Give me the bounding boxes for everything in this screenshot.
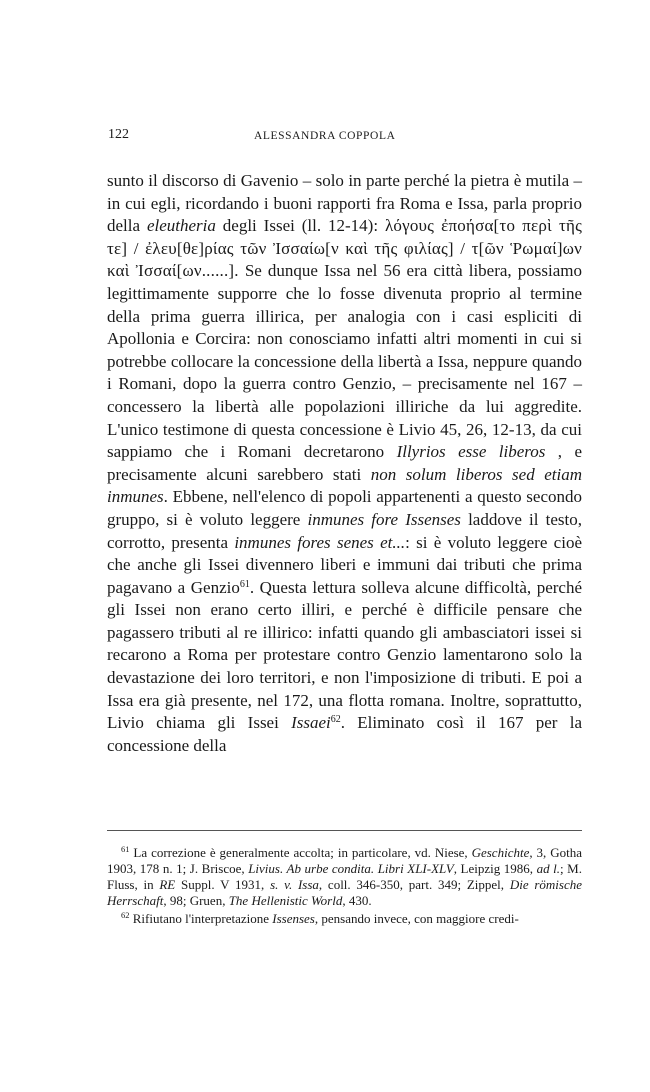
text-segment: Se dunque Issa nel 56 era città libera, possiamo legittimamente supporre che lo fosse divenuta proprio al termine della prima guerra illirica, per analogia con i casi espliciti di Apollonia e Corcira: non conosciamo infatti altri momenti in cui si potrebbe collocare la concessione della libertà a Issa, neppure quando i Romani, dopo la guerra contro Genzio, – precisamente nel 167 – concessero la libertà alle popolazioni illiriche da lui aggredite. L'unico testimone di questa concessione è Livio 45, 26, 12-13, da cui sappiamo che i Romani decretarono [107, 261, 583, 462]
main-paragraph [107, 170, 582, 757]
latin-quote: Illyrios esse liberos [396, 442, 546, 462]
text-segment: degli Issei (ll. 12-14): [215, 216, 385, 236]
footnote-ref-62[interactable]: 62 [330, 714, 341, 726]
text-segment: . Questa lettura solleva alcune difficoltà, perché gli Issei non erano certo illiri, e perché è difficile pensare che pagassero tributi al re illirico: infatti quando gli ambasciatori issei si recarono a Roma per protestare contro Genzio lamentarono solo la devastazione dei loro territori, e non l'imposizione di tributi. E poi a Issa era già presente, nel 172, una flotta romana. Inoltre, soprattutto, Livio chiama gli Issei [107, 577, 582, 733]
text-segment: laddove il testo, corrotto, presenta [107, 509, 582, 552]
page-number: 122 [108, 127, 129, 142]
citation-term: Issenses [272, 911, 315, 926]
text-segment: : si è voluto leggere cioè che anche gli Issei divennero liberi e immuni dai tributi che prima pagavano a Genzio [107, 532, 582, 597]
citation-title: RE [159, 877, 176, 892]
citation-title: Die römische Herrschaft [107, 877, 583, 908]
citation-abbrev: ad l. [536, 861, 561, 876]
latin-quote: non solum liberos sed etiam inmunes [107, 464, 582, 507]
latin-quote: Issaei [291, 713, 331, 733]
italic-term: eleutheria [146, 216, 216, 236]
body-text [107, 170, 582, 757]
text-segment: , Leipzig 1986, [453, 861, 537, 876]
text-segment: . Ebbene, nell'elenco di popoli appartenenti a questo secondo gruppo, si è voluto leggere [107, 487, 582, 529]
footnote-62 [107, 911, 582, 927]
footnote-61 [107, 845, 582, 909]
text-segment: , coll. 346-350, part. 349; Zippel, [318, 877, 510, 892]
footnotes [107, 845, 582, 929]
footnote-divider [107, 830, 582, 831]
text-segment: La correzione è generalmente accolta; in particolare, vd. Niese, [129, 845, 472, 860]
greek-quotation: λόγους ἐποήσα[το περὶ τῆς τε] / ἐλευ[θε]ρίας τῶν Ἰσσαίω[ν καὶ τῆς φιλίας] / τ[ῶν Ῥωμαί]ων καὶ Ἰσσαί[ων......]. [107, 216, 582, 281]
citation-title: The Hellenistic World [228, 893, 343, 908]
text-segment: Suppl. V 1931, [175, 877, 271, 892]
latin-quote: inmunes fores senes et... [234, 532, 406, 552]
citation-title: Livius. Ab urbe condita. Libri XLI-XLV [248, 861, 454, 876]
citation-title: Geschichte [471, 845, 530, 860]
text-segment: Rifiutano l'interpretazione [129, 911, 273, 926]
text-segment: . Eliminato così il 167 per la concessione della [107, 713, 582, 755]
latin-quote: inmunes fore Issenses [307, 509, 461, 529]
footnote-number: 62 [121, 910, 130, 920]
citation-abbrev: s. v. Issa [270, 877, 319, 892]
text-segment: , 3, Gotha 1903, 178 n. 1; J. Briscoe, [107, 845, 582, 876]
text-segment: , 430. [342, 893, 372, 908]
text-segment: , e precisamente alcuni sarebbero stati [107, 442, 583, 484]
text-segment: sunto il discorso di Gavenio – solo in parte perché la pietra è mutila – in cui egli, ricordando i buoni rapporti fra Roma e Issa, parla proprio della [107, 171, 582, 236]
footnote-ref-61[interactable]: 61 [239, 578, 250, 590]
footnote-number: 61 [121, 844, 130, 854]
running-head: ALESSANDRA COPPOLA [254, 130, 396, 142]
text-segment: , 98; Gruen, [163, 893, 229, 908]
text-segment: , pensando invece, con maggiore credi- [314, 911, 519, 926]
text-segment: ; M. Fluss, in [107, 861, 582, 892]
